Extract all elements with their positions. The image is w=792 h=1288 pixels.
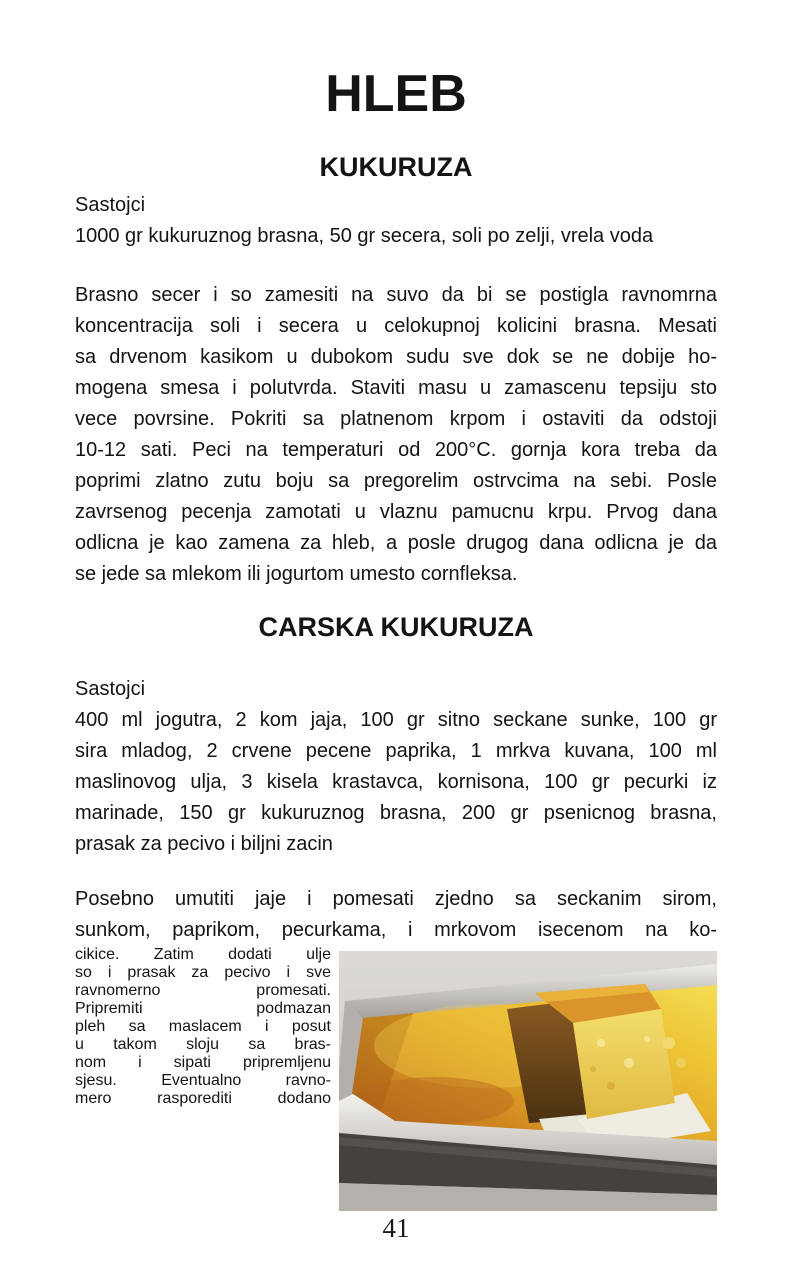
text-line: zavrsenog pecenja zamotati u vlaznu pamucnu krpu. Prvog dana — [75, 501, 717, 523]
cornbread-photo-illustration — [339, 951, 717, 1211]
cornbread-photo — [339, 951, 717, 1211]
text-line: nom i sipati pripremljenu — [75, 1054, 331, 1071]
text-line: poprimi zlatno zutu boju sa pregorelim ostrvcima na sebi. Posle — [75, 470, 717, 492]
recipe1-body — [75, 280, 717, 590]
recipe1-ingredients: 1000 gr kukuruznog brasna, 50 gr secera, soli po zelji, vrela voda — [75, 225, 654, 247]
recipe2-ingredients-label: Sastojci — [75, 678, 146, 700]
recipe2-body-with-photo — [75, 946, 717, 1108]
text-line: koncentracija soli i secera u celokupnoj kolicini brasna. Mesati — [75, 315, 717, 337]
text-line: prasak za pecivo i biljni zacin — [75, 833, 333, 855]
text-line: mero rasporediti dodano — [75, 1090, 331, 1107]
text-line: vece povrsine. Pokriti sa platnenom krpom i ostaviti da odstoji — [75, 408, 717, 430]
text-line: maslinovog ulja, 3 kisela krastavca, kornisona, 100 gr pecurki iz — [75, 771, 717, 793]
text-line: Posebno umutiti jaje i pomesati zjedno sa seckanim sirom, — [75, 888, 717, 910]
text-line: u takom sloju sa bras- — [75, 1036, 331, 1053]
text-line: sa drvenom kasikom u dubokom sudu sve dok se ne dobije ho- — [75, 346, 717, 368]
recipe1-heading: KUKURUZA — [319, 152, 473, 182]
text-line: sunkom, paprikom, pecurkama, i mrkovom isecenom na ko- — [75, 919, 717, 941]
text-line: 10-12 sati. Peci na temperaturi od 200°C. gornja kora treba da — [75, 439, 717, 461]
page-number: 41 — [382, 1213, 410, 1243]
text-line: sira mladog, 2 crvene pecene paprika, 1 mrkva kuvana, 100 ml — [75, 740, 717, 762]
text-line: Pripremiti podmazan — [75, 1000, 331, 1017]
text-line: pleh sa maslacem i posut — [75, 1018, 331, 1035]
text-line: marinade, 150 gr kukuruznog brasna, 200 gr psenicnog brasna, — [75, 802, 717, 824]
recipe2-ingredients — [75, 705, 717, 860]
text-line: odlicna je kao zamena za hleb, a posle drugog dana odlicna je da — [75, 532, 717, 554]
page-title: HLEB — [325, 65, 467, 123]
text-line: cikice. Zatim dodati ulje — [75, 946, 331, 963]
text-line: sjesu. Eventualno ravno- — [75, 1072, 331, 1089]
text-line: mogena smesa i polutvrda. Staviti masu u zamascenu tepsiju sto — [75, 377, 717, 399]
text-line: 400 ml jogutra, 2 kom jaja, 100 gr sitno seckane sunke, 100 gr — [75, 709, 717, 731]
recipe1-ingredients-label: Sastojci — [75, 194, 146, 216]
text-line: se jede sa mlekom ili jogurtom umesto cornfleksa. — [75, 563, 518, 585]
recipe2-body-intro — [75, 884, 717, 946]
text-line: ravnomerno promesati. — [75, 982, 331, 999]
text-line: Brasno secer i so zamesiti na suvo da bi se postigla ravnomrna — [75, 284, 717, 306]
recipe2-heading: CARSKA KUKURUZA — [258, 612, 534, 642]
text-line: so i prasak za pecivo i sve — [75, 964, 331, 981]
